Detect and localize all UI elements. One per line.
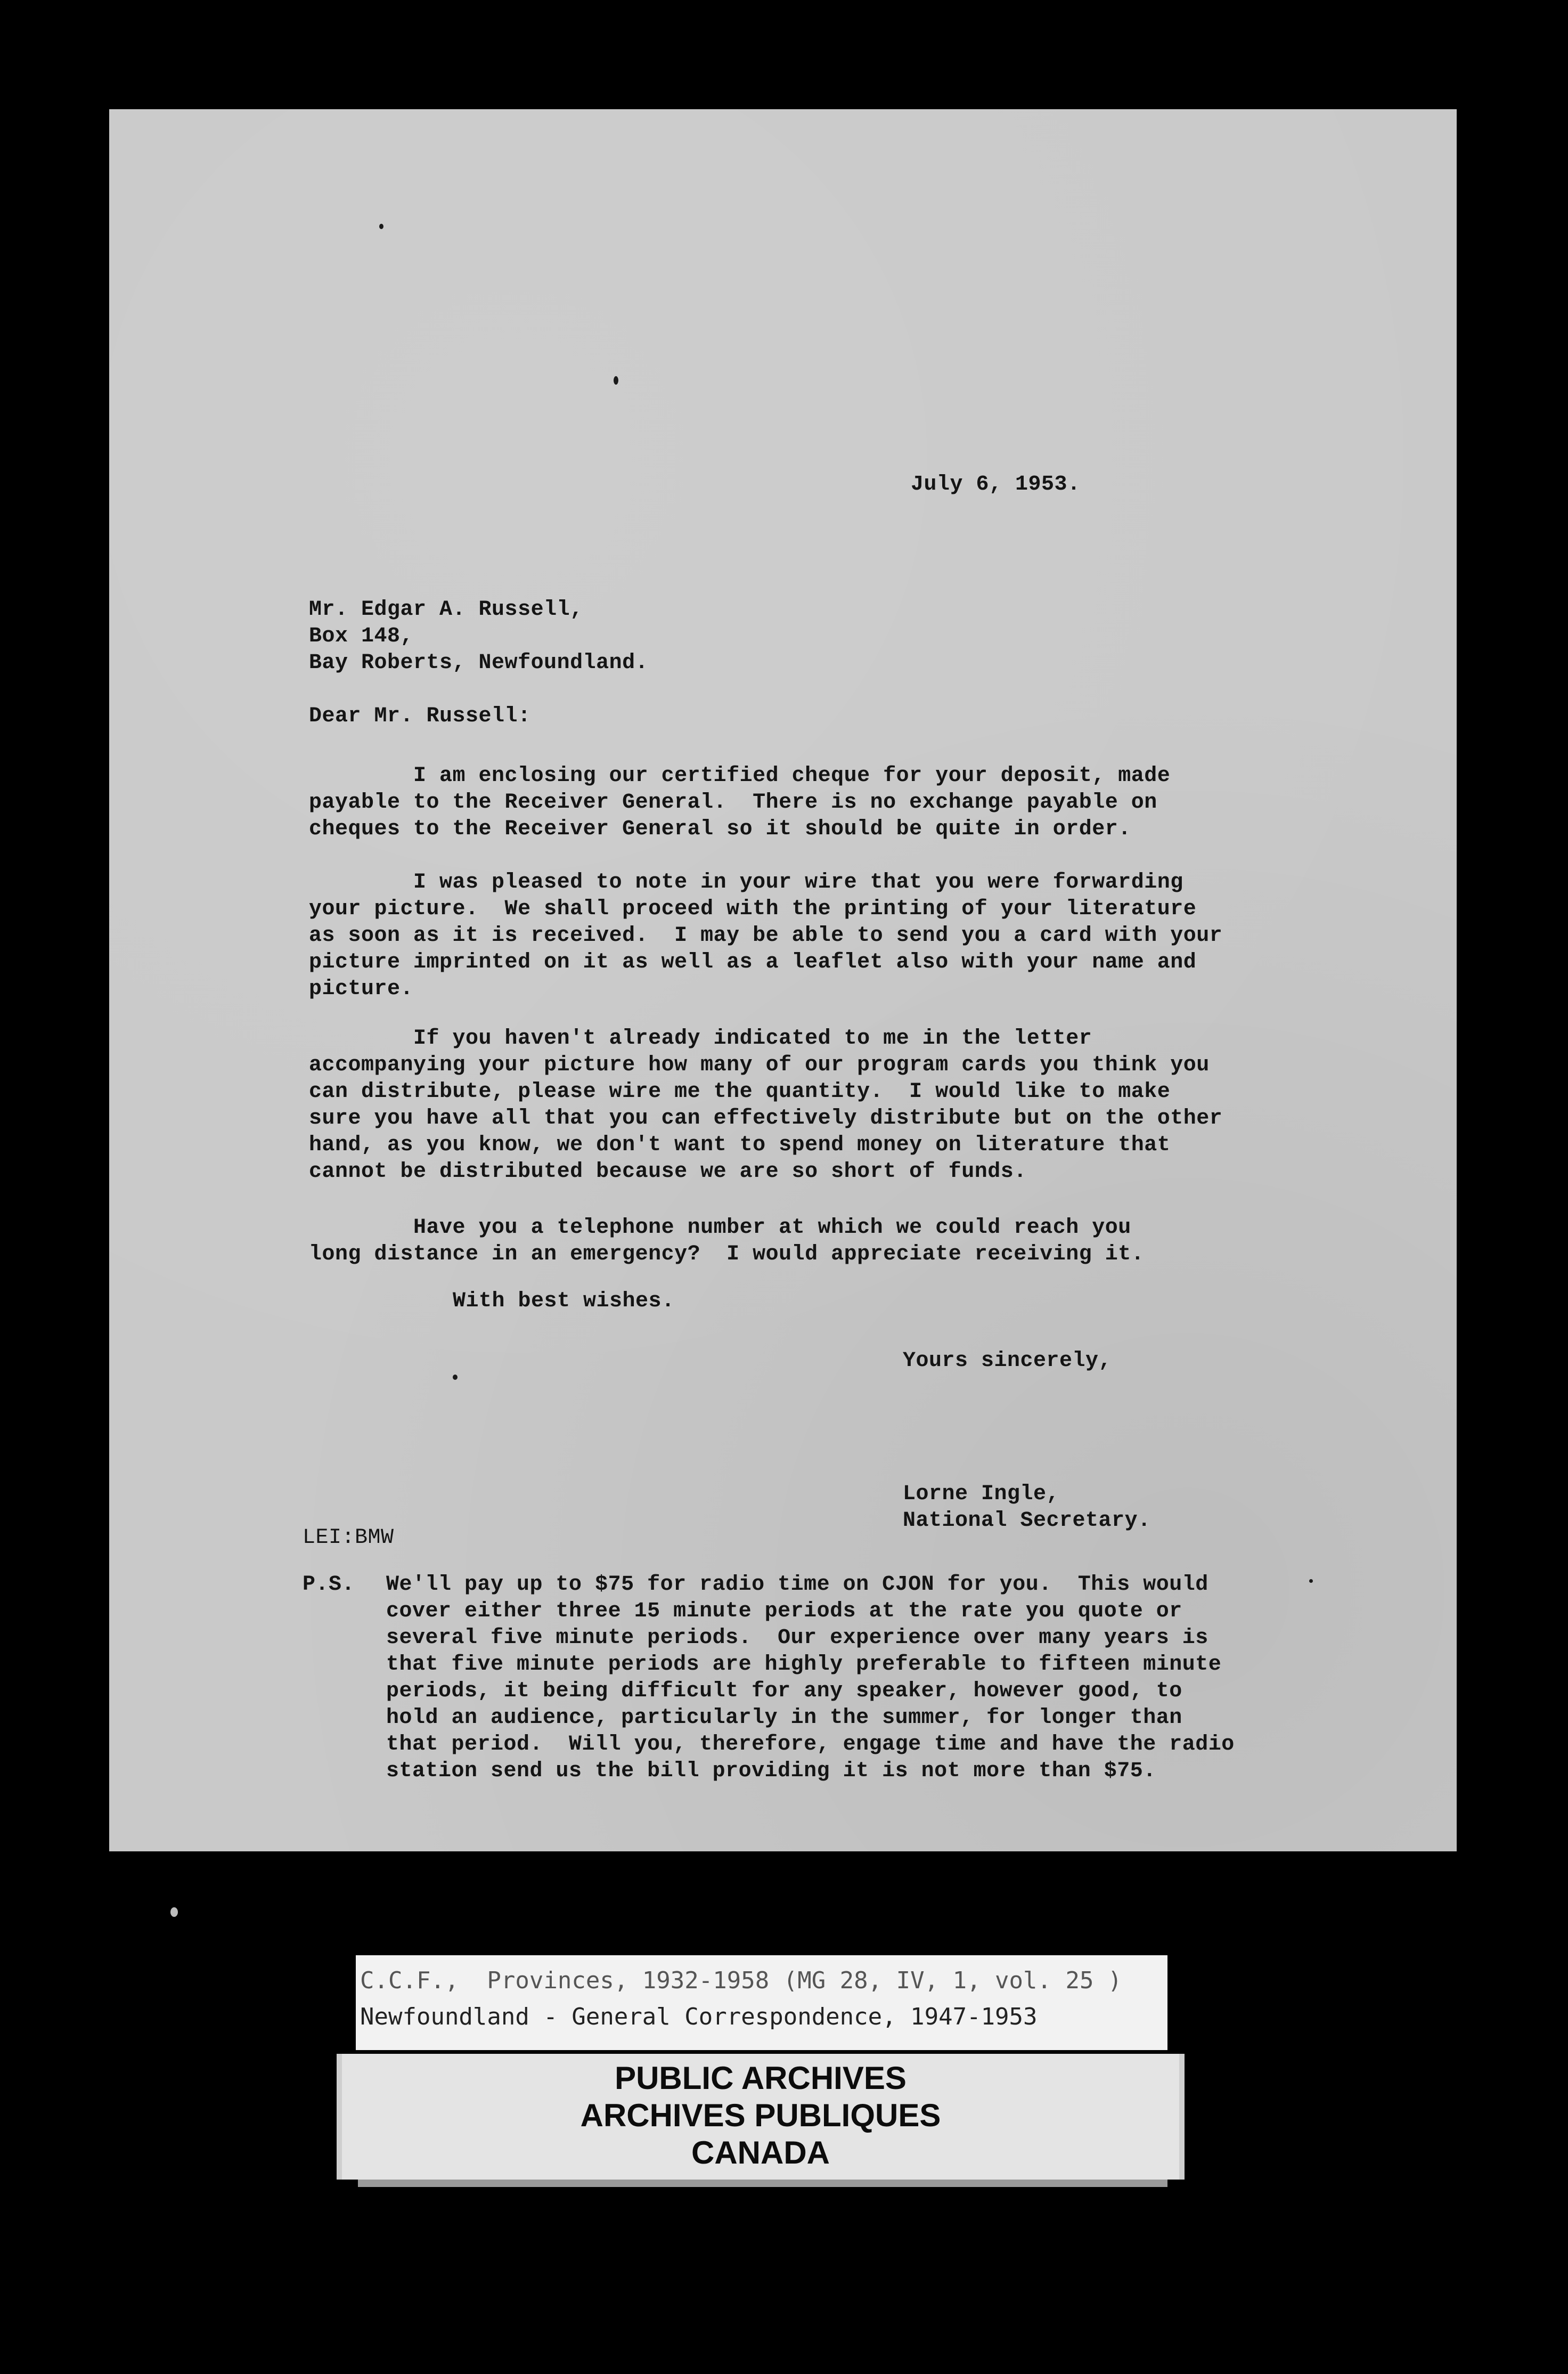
signature-block: [903, 1481, 1151, 1534]
salutation: Dear Mr. Russell:: [309, 704, 531, 728]
paragraph-line: I am enclosing our certified cheque for your deposit, made: [309, 764, 1171, 788]
paragraph-line: If you haven't already indicated to me in the letter: [309, 1027, 1092, 1051]
postscript-line: periods, it being difficult for any speaker, however good, to: [386, 1679, 1182, 1703]
stamp-line-1: PUBLIC ARCHIVES: [615, 2060, 907, 2096]
page-speck: [1309, 1579, 1313, 1583]
paragraph-line: accompanying your picture how many of our program cards you think you: [309, 1053, 1210, 1077]
archive-reference-line-2: Newfoundland - General Correspondence, 1947-1953: [360, 2003, 1038, 2030]
postscript-line: hold an audience, particularly in the summer, for longer than: [386, 1706, 1182, 1730]
stamp-line-3: CANADA: [691, 2135, 830, 2170]
address-line: Mr. Edgar A. Russell,: [309, 598, 583, 622]
archive-reference-label: [356, 1955, 1167, 2050]
postscript-line: We'll pay up to $75 for radio time on CJON for you. This would: [386, 1573, 1208, 1597]
paragraph-line: sure you have all that you can effectively distribute but on the other: [309, 1107, 1223, 1131]
signoff: Yours sincerely,: [903, 1349, 1112, 1373]
paragraph-line: as soon as it is received. I may be able to send you a card with your: [309, 924, 1223, 948]
body-paragraph-2: [309, 869, 1222, 1003]
postscript-label: P.S.: [303, 1573, 355, 1597]
paragraph-line: picture.: [309, 977, 414, 1001]
paragraph-line: payable to the Receiver General. There is no exchange payable on: [309, 791, 1157, 815]
postscript-line: that five minute periods are highly preferable to fifteen minute: [386, 1653, 1222, 1677]
postscript-line: station send us the bill providing it is not more than $75.: [386, 1759, 1156, 1783]
stamp-line-2: ARCHIVES PUBLIQUES: [580, 2097, 941, 2133]
body-paragraph-1: [309, 763, 1170, 843]
paragraph-line: I was pleased to note in your wire that you were forwarding: [309, 871, 1183, 895]
postscript-line: cover either three 15 minute periods at the rate you quote or: [386, 1599, 1182, 1623]
archive-reference-line-1: C.C.F., Provinces, 1932-1958 (MG 28, IV, 1, vol. 25 ): [360, 1967, 1122, 1994]
page-speck: [379, 224, 383, 229]
paragraph-line: hand, as you know, we don't want to spend money on literature that: [309, 1133, 1171, 1157]
postscript-body: [386, 1572, 1235, 1785]
postscript-line: that period. Will you, therefore, engage time and have the radio: [386, 1733, 1235, 1757]
paragraph-line: can distribute, please wire me the quantity. I would like to make: [309, 1080, 1171, 1104]
page-speck: [453, 1375, 458, 1380]
paragraph-line: long distance in an emergency? I would appreciate receiving it.: [309, 1242, 1145, 1266]
paragraph-line: picture imprinted on it as well as a leaflet also with your name and: [309, 950, 1197, 974]
letter-date: July 6, 1953.: [911, 473, 1081, 497]
closing-line: With best wishes.: [453, 1289, 675, 1313]
recipient-address: [309, 597, 648, 677]
signature-name: Lorne Ingle,: [903, 1482, 1060, 1506]
paragraph-line: Have you a telephone number at which we could reach you: [309, 1216, 1131, 1240]
typist-initials: LEI:BMW: [303, 1526, 394, 1550]
postscript-line: several five minute periods. Our experience over many years is: [386, 1626, 1208, 1650]
body-paragraph-3: [309, 1026, 1222, 1185]
stamp-edge: [358, 2180, 1167, 2187]
paragraph-line: cheques to the Receiver General so it should be quite in order.: [309, 817, 1131, 841]
address-line: Box 148,: [309, 624, 414, 648]
paragraph-line: your picture. We shall proceed with the printing of your literature: [309, 897, 1197, 921]
body-paragraph-4: [309, 1215, 1144, 1268]
paragraph-line: cannot be distributed because we are so short of funds.: [309, 1160, 1027, 1184]
public-archives-stamp: [337, 2054, 1185, 2180]
address-line: Bay Roberts, Newfoundland.: [309, 651, 649, 675]
signature-title: National Secretary.: [903, 1509, 1151, 1533]
film-speck: [170, 1907, 178, 1917]
page-speck: [614, 376, 618, 385]
